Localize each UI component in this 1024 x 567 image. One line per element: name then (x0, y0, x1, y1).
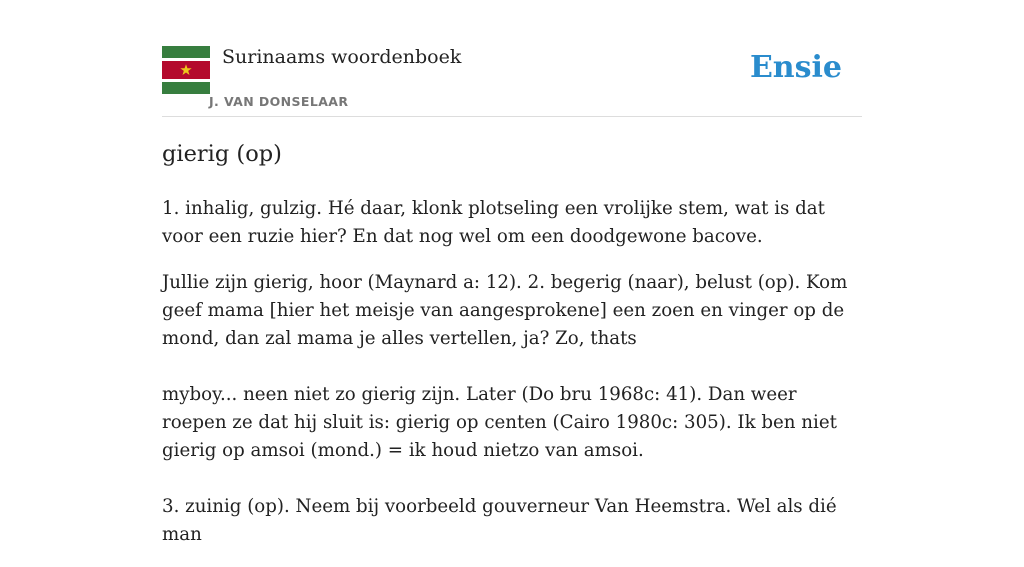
entry-paragraph-2: Jullie zijn gierig, hoor (Maynard a: 12). 2. begerig (naar), belust (op). Kom geef mama [hier het meisje van aangesprokene] een zoen en vinger op de mond, dan zal mama je alles vertellen, ja? Zo, thats (162, 272, 848, 349)
ensie-logo-link[interactable]: Ensie (749, 50, 842, 85)
entry-headword: gierig (op) (162, 141, 282, 167)
dictionary-title-link[interactable]: Surinaams woordenboek (222, 46, 462, 68)
entry-paragraph-4: 3. zuinig (op). Neem bij voorbeeld gouverneur Van Heemstra. Wel als dié man (162, 496, 837, 545)
flag-graphic (162, 46, 210, 94)
entry-content (162, 138, 866, 567)
paragraph-spacer (162, 371, 866, 381)
dictionary-header (162, 46, 862, 117)
paragraph-spacer (162, 483, 866, 493)
dictionary-author: J. VAN DONSELAAR (209, 94, 349, 109)
entry-paragraph-3: myboy... neen niet zo gierig zijn. Later (Do bru 1968c: 41). Dan weer roepen ze dat hij sluit is: gierig op centen (Cairo 1980c: 305). Ik ben niet gierig op amsoi (mond.) = ik houd nietzo van amsoi. (162, 384, 837, 461)
entry-paragraph-1: 1. inhalig, gulzig. Hé daar, klonk plotseling een vrolijke stem, wat is dat voor een ruzie hier? En dat nog wel om een doodgewone bacove. (162, 198, 825, 247)
suriname-flag-icon[interactable] (162, 46, 210, 94)
